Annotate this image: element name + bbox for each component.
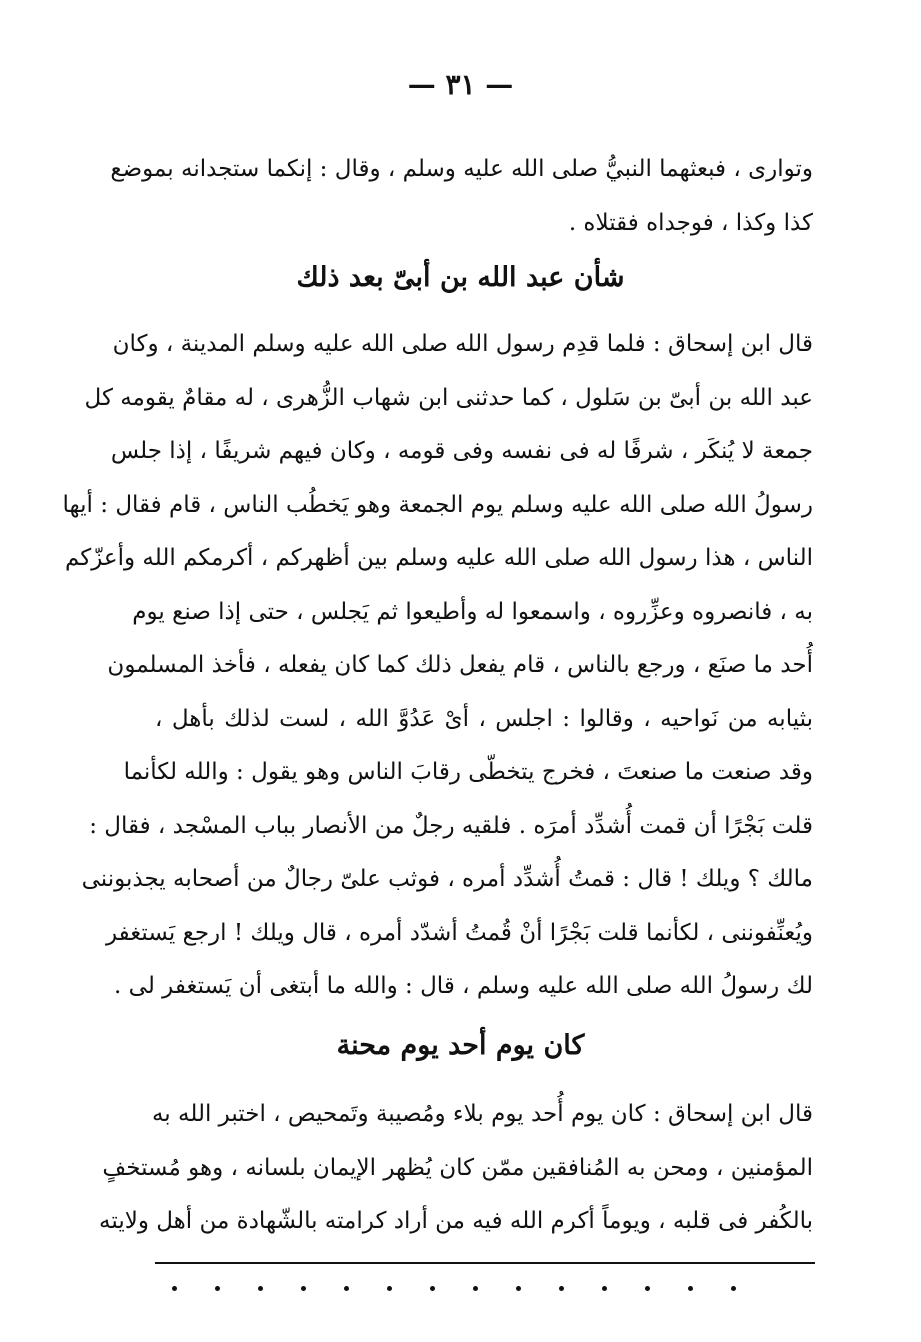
dotted-ornament-row	[172, 1286, 772, 1296]
text-line: أُحد ما صنَع ، ورجع بالناس ، قام يفعل ذلك كما كان يفعله ، فأخذ المسلمون	[107, 652, 813, 678]
footnote-separator-rule	[155, 1262, 815, 1264]
ornament-dot	[301, 1286, 306, 1291]
text-line: مالك ؟ ويلك ! قال : قمتُ أُشدِّد أمره ، فوثب علىّ رجالٌ من أصحابه يجذبوننى	[81, 866, 813, 892]
text-line: قال ابن إسحاق : كان يوم أُحد يوم بلاء ومُصيبة وتَمحيص ، اختبر الله به	[151, 1101, 813, 1127]
ornament-dot	[344, 1286, 349, 1291]
section2-paragraph	[99, 1088, 813, 1249]
ornament-dot	[215, 1286, 220, 1291]
text-line: وقد صنعت ما صنعتَ ، فخرج يتخطّى رقابَ الناس وهو يقول : والله لكأنما	[123, 759, 813, 785]
ornament-dot	[473, 1286, 478, 1291]
text-line: بثيابه من نَواحيه ، وقالوا : اجلس ، أىْ عَدُوَّ الله ، لست لذلك بأهل ،	[155, 705, 813, 732]
text-line: وتوارى ، فبعثهما النبيُّ صلى الله عليه وسلم ، وقال : إنكما ستجدانه بموضع	[110, 156, 813, 182]
ornament-dot	[516, 1286, 521, 1291]
text-line: الناس ، هذا رسول الله صلى الله عليه وسلم بين أظهركم ، أكرمكم الله وأعزّكم	[64, 545, 813, 571]
section-heading-abdullah-ibn-ubayy: شأن عبد الله بن أبىّ بعد ذلك	[296, 262, 625, 293]
ornament-dot	[559, 1286, 564, 1291]
text-line: كذا وكذا ، فوجداه فقتلاه .	[568, 209, 813, 236]
ornament-dot	[602, 1286, 607, 1291]
text-line: جمعة لا يُنكَر ، شرفًا له فى نفسه وفى قومه ، وكان فيهم شريفًا ، إذا جلس	[110, 438, 813, 464]
text-line: لك رسولُ الله صلى الله عليه وسلم ، قال : والله ما أبتغى أن يَستغفر لى .	[114, 973, 813, 999]
ornament-dot	[645, 1286, 650, 1291]
section-heading-day-of-uhud: كان يوم أحد يوم محنة	[336, 1030, 585, 1061]
ornament-dot	[387, 1286, 392, 1291]
text-line: بالكُفر فى قلبه ، ويوماً أكرم الله فيه من أراد كرامته بالشّهادة من أهل ولايته	[99, 1208, 813, 1234]
text-line: قلت بَجْرًا أن قمت أُشدِّد أمرَه . فلقيه رجلٌ من الأنصار بباب المسْجد ، فقال :	[89, 812, 813, 839]
text-line: رسولُ الله صلى الله عليه وسلم يوم الجمعة وهو يَخطُب الناس ، قام فقال : أيها	[62, 491, 813, 518]
intro-paragraph	[110, 143, 813, 250]
text-line: به ، فانصروه وعزِّروه ، واسمعوا له وأطيعوا ثم يَجلس ، حتى إذا صنع يوم	[132, 598, 813, 625]
ornament-dot	[430, 1286, 435, 1291]
ornament-dot	[258, 1286, 263, 1291]
ornament-dot	[731, 1286, 736, 1291]
ornament-dot	[688, 1286, 693, 1291]
text-line: ويُعنِّفوننى ، لكأنما قلت بَجْرًا أنْ قُمتُ أشدّد أمره ، قال ويلك ! ارجع يَستغفر	[105, 919, 813, 946]
page-number: — ٣١ —	[407, 68, 514, 101]
section1-paragraph	[62, 318, 813, 1014]
ornament-dot	[172, 1286, 177, 1291]
text-line: عبد الله بن أبىّ بن سَلول ، كما حدثنى ابن شهاب الزُّهرى ، له مقامٌ يقومه كل	[84, 384, 813, 411]
text-line: المؤمنين ، ومحن به المُنافقين ممّن كان يُظهر الإيمان بلسانه ، وهو مُستخفٍ	[102, 1154, 813, 1181]
text-line: قال ابن إسحاق : فلما قدِم رسول الله صلى الله عليه وسلم المدينة ، وكان	[112, 331, 813, 357]
